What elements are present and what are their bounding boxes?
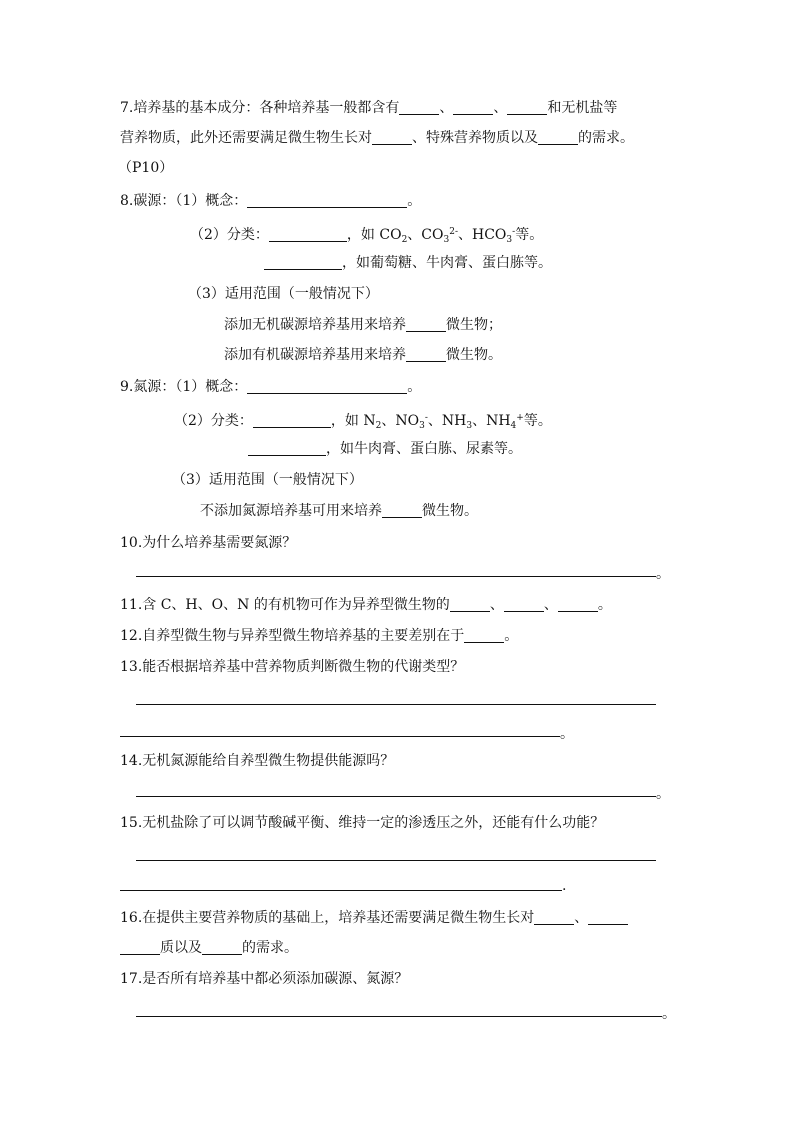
q8-concept: 8.碳源：（1）概念： 。 [120,193,422,209]
q11-blank-1[interactable] [450,596,490,612]
q13-question: 13.能否根据培养基中营养物质判断微生物的代谢类型？ [120,659,465,675]
q8-class-blank-2[interactable] [264,254,342,270]
q8-scope-organic: 添加有机碳源培养基用来培养 微生物。 [224,347,502,363]
q8-concept-blank[interactable] [247,192,407,208]
q14-answer-line[interactable] [136,796,656,797]
q11-blank-2[interactable] [504,596,544,612]
q10-end-mark: 。 [656,566,670,582]
q7-blank-4[interactable] [372,129,412,145]
q7-blank-1[interactable] [399,99,439,115]
q8-class-line2: ，如葡萄糖、牛肉膏、蛋白胨等。 [264,253,552,273]
q8-scope-blank-1[interactable] [406,316,446,332]
q14-end-mark: 。 [656,786,670,802]
q16-blank-2[interactable] [588,909,628,925]
q7-blank-2[interactable] [453,99,493,115]
q8-class-line1: （2）分类： ，如 $CO_2$、$CO_3^{2-}$、$HCO_3^-$等。 [190,227,544,245]
q16-blank-2-cont[interactable] [120,939,160,955]
q15-end-mark: . [562,878,567,894]
q15-answer-line-1[interactable] [136,860,656,861]
q7-blank-5[interactable] [538,129,578,145]
q7-page-ref: （P10） [118,160,174,176]
q15-question: 15.无机盐除了可以调节酸碱平衡、维持一定的渗透压之外，还能有什么功能？ [120,815,605,831]
q17-answer-line[interactable] [136,1016,662,1017]
q9-class-line2: ，如牛肉膏、蛋白胨、尿素等。 [248,439,522,459]
q13-answer-line-2[interactable] [120,736,560,737]
q16-blank-3[interactable] [202,939,242,955]
q8-scope-title: （3）适用范围（一般情况下） [188,286,379,302]
q13-answer-line-1[interactable] [136,704,656,705]
q12-question: 12.自养型微生物与异养型微生物培养基的主要差别在于 。 [120,628,519,644]
q17-end-mark: 。 [662,1006,676,1022]
q15-answer-line-2[interactable] [120,890,562,891]
q7-blank-3[interactable] [507,99,547,115]
q16-line1: 16.在提供主要营养物质的基础上，培养基还需要满足微生物生长对 、 [120,908,628,928]
q13-end-mark: 。 [560,726,574,742]
q9-class-blank-1[interactable] [253,412,331,428]
q9-concept-blank[interactable] [247,378,407,394]
q10-question: 10.为什么培养基需要氮源？ [120,535,297,551]
q17-question: 17.是否所有培养基中都必须添加碳源、氮源？ [120,971,409,987]
q9-scope-title: （3）适用范围（一般情况下） [172,472,363,488]
q14-question: 14.无机氮源能给自养型微生物提供能源吗？ [120,753,395,769]
q11-blank-3[interactable] [558,596,598,612]
q9-class-line1: （2）分类： ，如 $N_2$、$NO_3^-$、$NH_3$、$NH_4^+$等。 [174,413,552,431]
q8-scope-inorganic: 添加无机碳源培养基用来培养 微生物； [224,317,502,333]
q12-blank[interactable] [464,627,504,643]
q9-scope-blank[interactable] [382,502,422,518]
q16-line2: 质以及 的需求。 [120,938,298,958]
q7-line1: 7.培养基的基本成分：各种培养基一般都含有 、 、 和无机盐等 [120,100,618,116]
q8-scope-blank-2[interactable] [406,346,446,362]
q9-scope-line: 不添加氮源培养基可用来培养 微生物。 [200,503,478,519]
q10-answer-line[interactable] [136,576,656,577]
q16-blank-1[interactable] [534,909,574,925]
q9-concept: 9.氮源：（1）概念： 。 [120,379,422,395]
q8-class-blank-1[interactable] [269,226,347,242]
q9-class-blank-2[interactable] [248,440,326,456]
q7-line2: 营养物质，此外还需要满足微生物生长对 、特殊营养物质以及 的需求。 [120,130,634,146]
q11-question: 11.含 C、H、O、N 的有机物可作为异养型微生物的 、 、 。 [120,597,612,613]
